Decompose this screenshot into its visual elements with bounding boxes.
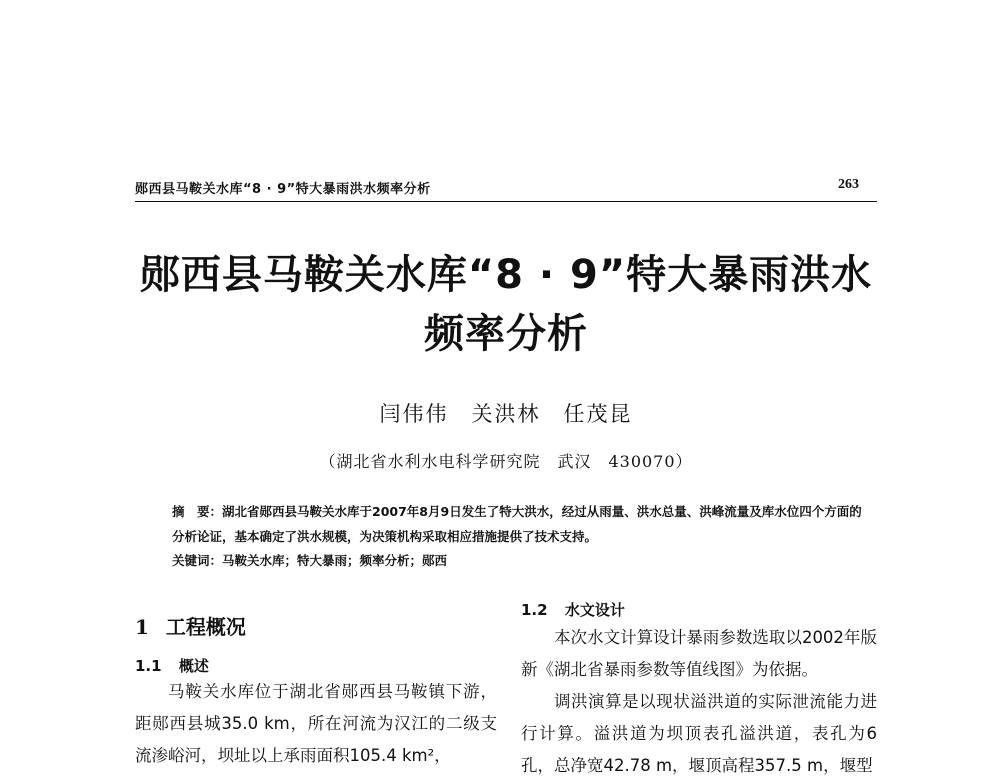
subsection-number: 1.1 bbox=[135, 657, 162, 675]
overview-paragraph: 马鞍关水库位于湖北省郧西县马鞍镇下游，距郧西县城35.0 km，所在河流为汉江的二级支流渗峪河，坝址以上承雨面积105.4 km²， bbox=[135, 682, 497, 765]
subsection-number: 1.2 bbox=[521, 601, 548, 619]
abstract bbox=[172, 499, 872, 549]
paper-title-line2: 频率分析 bbox=[424, 311, 588, 357]
hydrology-paragraph-1: 本次水文计算设计暴雨参数选取以2002年版新《湖北省暴雨参数等值线图》为依据。 bbox=[521, 628, 877, 679]
section-number: 1 bbox=[135, 615, 149, 639]
keywords-label: 关键词： bbox=[172, 553, 223, 568]
header-rule bbox=[135, 201, 877, 202]
running-head: 郧西县马鞍关水库“8 · 9”特大暴雨洪水频率分析 bbox=[135, 182, 431, 197]
paper-title-line1: 郧西县马鞍关水库“8 · 9”特大暴雨洪水 bbox=[139, 252, 873, 298]
abstract-text: 湖北省郧西县马鞍关水库于2007年8月9日发生了特大洪水，经过从雨量、洪水总量、洪峰流量及库水位四个方面的分析论证，基本确定了洪水规模，为决策机构采取相应措施提供了技术支持。 bbox=[172, 504, 862, 544]
affiliation: （湖北省水利水电科学研究院 武汉 430070） bbox=[319, 452, 693, 471]
subsection-heading-1-2 bbox=[521, 599, 877, 620]
subsection-heading-1-1 bbox=[135, 655, 497, 676]
section-heading-1 bbox=[135, 611, 497, 640]
subsection-title: 概述 bbox=[178, 657, 209, 675]
subsection-title: 水文设计 bbox=[564, 601, 625, 619]
keywords-text: 马鞍关水库；特大暴雨；频率分析；郧西 bbox=[222, 553, 448, 568]
page-number: 263 bbox=[838, 177, 859, 192]
keywords bbox=[172, 551, 872, 569]
authors: 闫伟伟 关洪林 任茂昆 bbox=[379, 402, 633, 426]
hydrology-paragraph-2: 调洪演算是以现状溢洪道的实际泄流能力进行计算。溢洪道为坝顶表孔溢洪道，表孔为6孔，总净宽42.78 m，堰顶高程357.5 m，堰型 bbox=[521, 692, 877, 775]
abstract-label: 摘 要： bbox=[172, 504, 223, 519]
section-title: 工程概况 bbox=[165, 615, 246, 639]
